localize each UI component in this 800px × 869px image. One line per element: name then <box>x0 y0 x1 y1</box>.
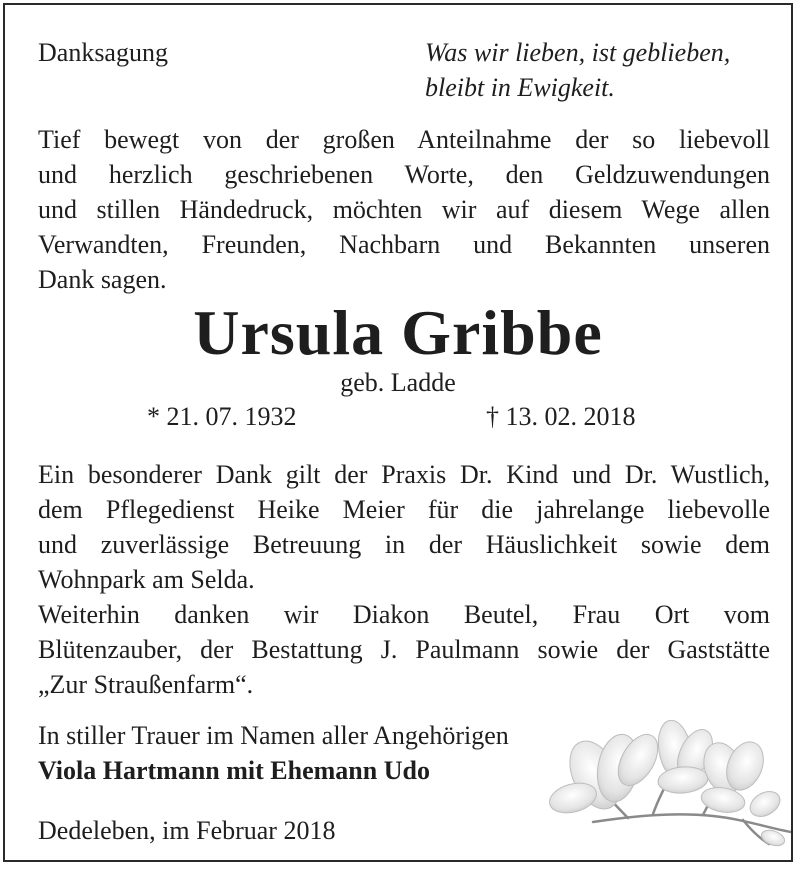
thanks-line-1: Ein besonderer Dank gilt der Praxis Dr. Kind und Dr. Wustlich, <box>38 460 770 489</box>
intro-line-2: und herzlich geschriebenen Worte, den Geldzuwendungen <box>38 160 770 189</box>
family-name: Viola Hartmann mit Ehemann Udo <box>38 756 430 785</box>
birth-date: * 21. 07. 1932 <box>147 402 297 431</box>
thanks-line-4: Wohnpark am Selda. <box>38 565 255 594</box>
death-date: † 13. 02. 2018 <box>486 402 636 431</box>
magnolia-flower-image <box>533 720 793 860</box>
motto-quote <box>425 35 730 105</box>
obituary-card <box>3 3 793 862</box>
intro-line-5: Dank sagen. <box>38 265 167 294</box>
place-date: Dedeleben, im Februar 2018 <box>38 816 336 845</box>
heading: Danksagung <box>38 38 168 67</box>
deceased-name: Ursula Gribbe <box>193 297 603 368</box>
thanks-line-6: Blütenzauber, der Bestattung J. Paulmann sowie der Gaststätte <box>38 635 770 664</box>
motto-line-2: bleibt in Ewigkeit. <box>425 73 615 102</box>
birth-name: geb. Ladde <box>340 368 456 397</box>
intro-line-4: Verwandten, Freunden, Nachbarn und Bekannten unseren <box>38 230 770 259</box>
intro-line-1: Tief bewegt von der großen Anteilnahme der so liebevoll <box>38 125 770 154</box>
mourning-line: In stiller Trauer im Namen aller Angehörigen <box>38 721 509 750</box>
motto-line-1: Was wir lieben, ist geblieben, <box>425 38 731 67</box>
thanks-line-7: „Zur Straußenfarm“. <box>38 670 254 699</box>
thanks-line-5: Weiterhin danken wir Diakon Beutel, Frau Ort vom <box>38 600 770 629</box>
intro-line-3: und stillen Händedruck, möchten wir auf diesem Wege allen <box>38 195 770 224</box>
thanks-line-2: dem Pflegedienst Heike Meier für die jahrelange liebevolle <box>38 495 770 524</box>
thanks-line-3: und zuverlässige Betreuung in der Häuslichkeit sowie dem <box>38 530 770 559</box>
